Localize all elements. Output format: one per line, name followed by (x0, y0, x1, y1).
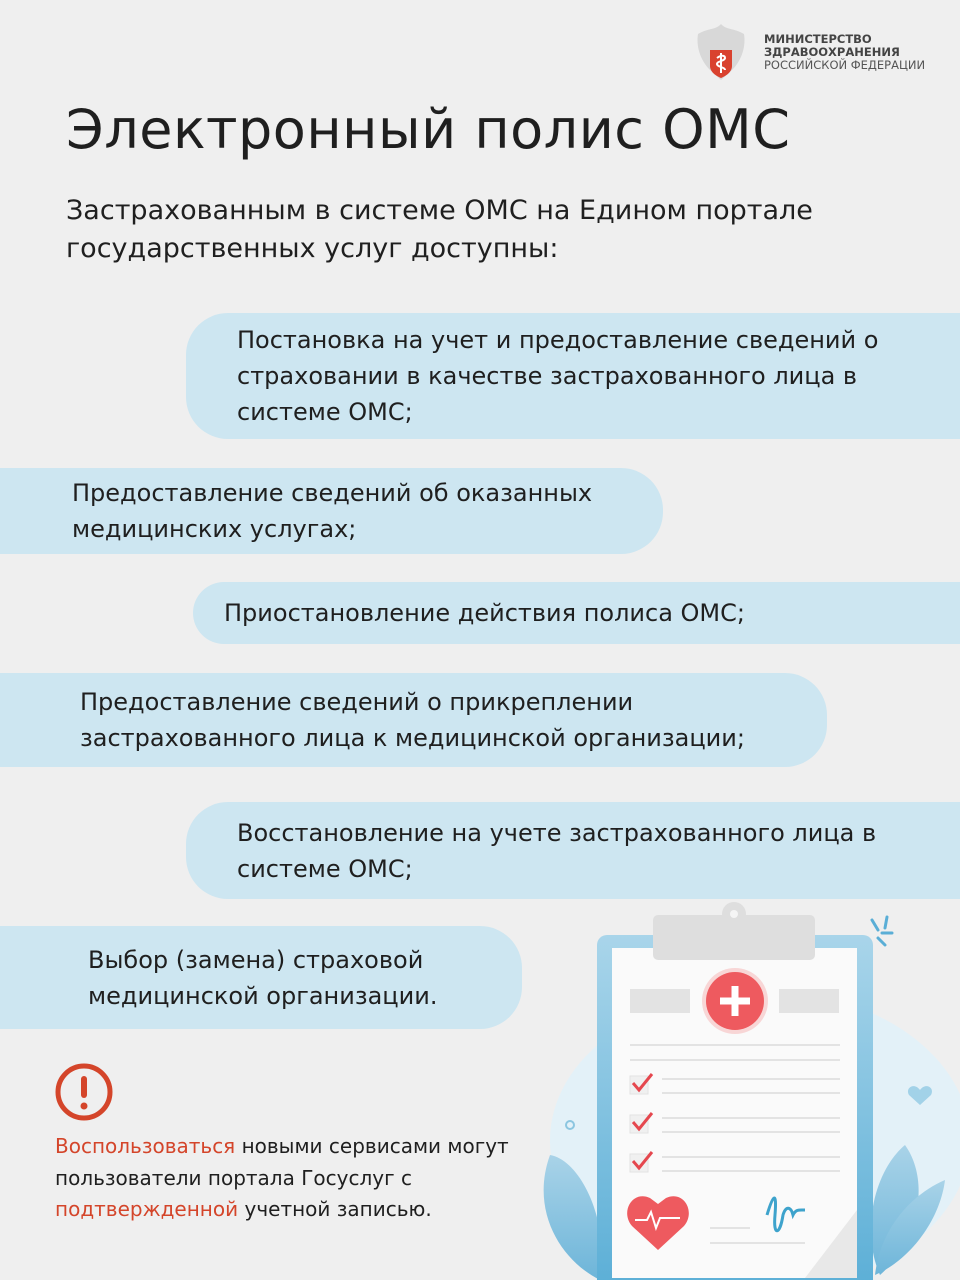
service-text: Предоставление сведений о прикреплении застрахованного лица к медицинской организации; (80, 688, 745, 752)
service-item (186, 313, 960, 439)
service-item (0, 468, 663, 554)
service-item (186, 802, 960, 899)
service-text: Приостановление действия полиса ОМС; (224, 599, 745, 627)
subtitle: Застрахованным в системе ОМС на Едином портале государственных услуг доступны: (66, 195, 813, 264)
notice-part: новыми сервисами могут пользователи портала Госуслуг с (55, 1134, 509, 1190)
service-text: Предоставление сведений об оказанных медицинских услугах; (72, 479, 593, 543)
page-title: Электронный полис ОМС (66, 98, 791, 161)
notice-highlight: подтвержденной (55, 1197, 239, 1221)
medical-clipboard-illustration (520, 890, 960, 1280)
sparkle-icon (872, 917, 892, 945)
ministry-logo (690, 20, 925, 84)
notice-part: учетной записью. (238, 1197, 432, 1221)
logo-line-1: МИНИСТЕРСТВО (764, 31, 872, 46)
notice-text (55, 1131, 525, 1226)
exclamation-icon (55, 1063, 115, 1123)
service-text: Постановка на учет и предоставление сведений о страховании в качестве застрахованного лица в системе ОМС; (237, 326, 879, 426)
logo-line-2: ЗДРАВООХРАНЕНИЯ (764, 44, 900, 59)
service-item (0, 926, 522, 1029)
service-text: Выбор (замена) страховой медицинской организации. (88, 945, 438, 1010)
service-item (0, 673, 827, 767)
coat-of-arms-icon (690, 20, 752, 84)
logo-line-3: РОССИЙСКОЙ ФЕДЕРАЦИИ (764, 57, 926, 72)
service-text: Восстановление на учете застрахованного лица в системе ОМС; (237, 818, 877, 883)
service-item (193, 582, 960, 644)
notice-highlight: Воспользоваться (55, 1134, 236, 1158)
